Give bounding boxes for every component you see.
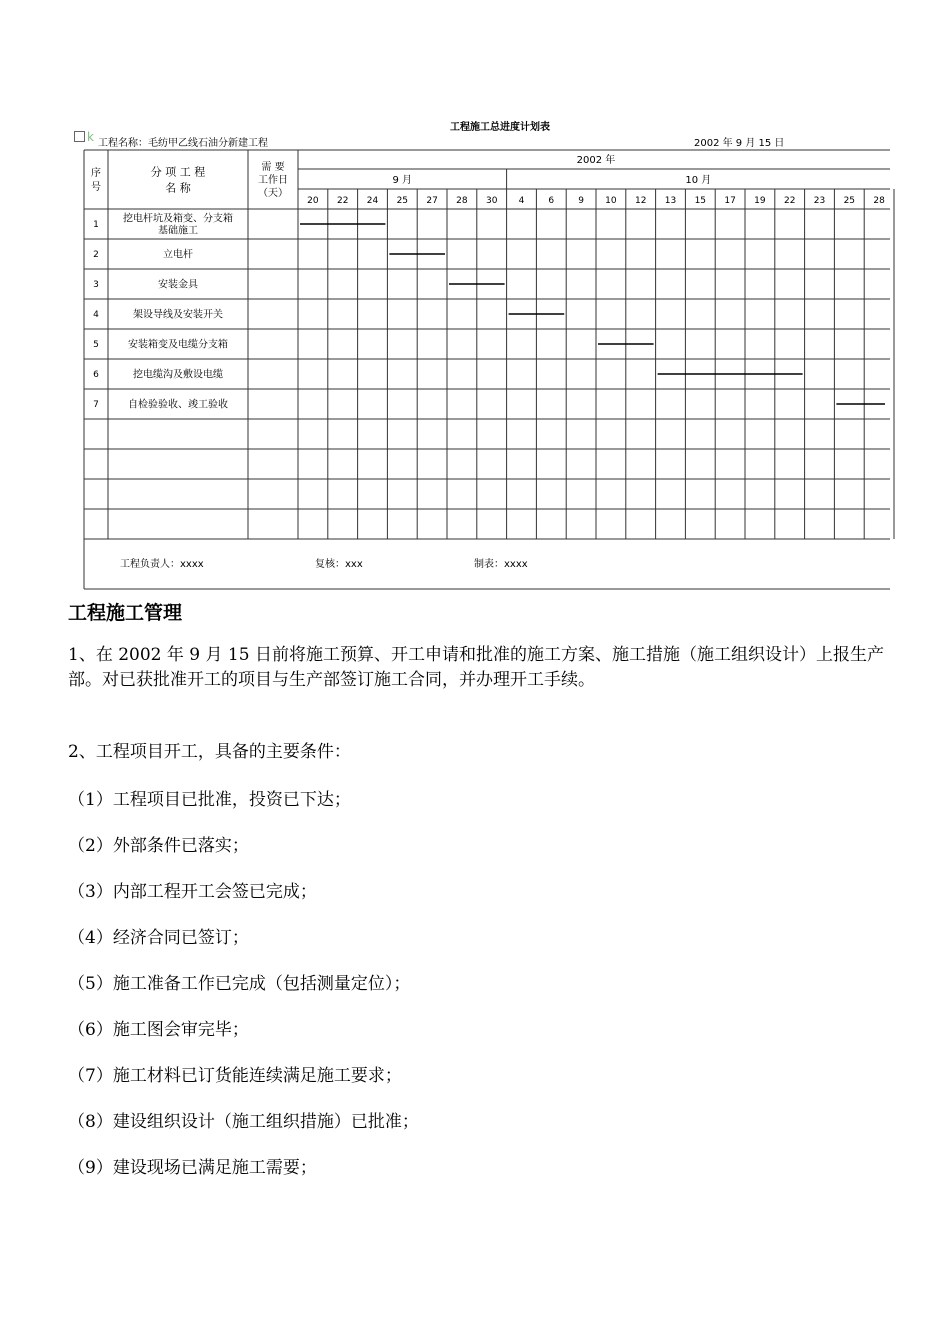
condition-item: （8）建设组织设计（施工组织措施）已批准；: [68, 1112, 419, 1132]
logo-icon: k: [74, 130, 94, 144]
schedule-gantt-table: [0, 0, 950, 600]
task-name-6-line-0: 挖电缆沟及敷设电缆: [133, 369, 223, 381]
task-name-1-line-0: 挖电杆坑及箱变、分支箱: [123, 213, 233, 225]
task-name-3-line-0: 安装金具: [158, 279, 198, 291]
day-label-12: 12: [634, 196, 647, 206]
condition-item: （3）内部工程开工会签已完成；: [68, 882, 317, 902]
day-label-20: 20: [307, 196, 319, 206]
day-label-25: 25: [396, 196, 409, 206]
task-name-7-line-0: 自检验验收、竣工验收: [128, 399, 228, 411]
section-title: 工程施工管理: [68, 602, 183, 624]
task-no-2: 2: [93, 250, 99, 260]
condition-item: （6）施工图会审完毕；: [68, 1020, 249, 1040]
month-label-1: 10 月: [685, 175, 712, 186]
day-label-9: 9: [578, 196, 584, 206]
header-days-line-1: 工作日: [258, 175, 288, 186]
project-name: 工程名称：毛纺甲乙线石油分新建工程: [98, 138, 268, 149]
day-label-22: 22: [336, 196, 349, 206]
task-name-4-line-0: 架设导线及安装开关: [133, 309, 223, 321]
day-label-4: 4: [518, 196, 525, 206]
condition-item: （4）经济合同已签订；: [68, 928, 249, 948]
day-label-28: 28: [456, 196, 468, 206]
project-date: 2002 年 9 月 15 日: [694, 138, 785, 149]
header-item-line-1: 名 称: [165, 181, 191, 195]
day-label-19: 19: [754, 196, 766, 206]
footer-maker: 制表：xxxx: [474, 559, 528, 570]
day-label-13: 13: [664, 196, 677, 206]
task-no-1: 1: [93, 220, 99, 230]
day-label-17: 17: [724, 196, 736, 206]
header-days-line-2: （天）: [258, 188, 288, 199]
paragraph-2: 2、工程项目开工，具备的主要条件：: [68, 742, 351, 762]
day-label-10: 10: [605, 196, 617, 206]
header-seq-line-0: 序: [91, 168, 101, 179]
day-label-22: 22: [783, 196, 796, 206]
day-label-27: 27: [426, 196, 438, 206]
task-no-4: 4: [93, 310, 99, 320]
header-item-line-0: 分 项 工 程: [150, 165, 206, 179]
condition-item: （1）工程项目已批准，投资已下达；: [68, 790, 351, 810]
header-seq-line-1: 号: [91, 182, 101, 193]
table-title: 工程施工总进度计划表: [450, 122, 550, 133]
task-no-3: 3: [93, 280, 99, 290]
day-label-30: 30: [485, 196, 498, 206]
condition-item: （5）施工准备工作已完成（包括测量定位）；: [68, 974, 411, 994]
footer-leader: 工程负责人：xxxx: [120, 559, 204, 570]
day-label-6: 6: [548, 196, 555, 206]
header-days-line-0: 需 要: [261, 162, 285, 173]
task-name-1-line-1: 基础施工: [158, 225, 198, 237]
task-name-2-line-0: 立电杆: [163, 249, 193, 261]
day-label-15: 15: [694, 196, 707, 206]
paragraph-1: 1、在 2002 年 9 月 15 日前将施工预算、开工申请和批准的施工方案、施工措施（施工组织设计）上报生产部。对已获批准开工的项目与生产部签订施工合同，并办理开工手续。: [68, 645, 884, 690]
task-no-7: 7: [93, 400, 99, 410]
task-name-5-line-0: 安装箱变及电缆分支箱: [128, 339, 228, 351]
day-label-24: 24: [366, 196, 379, 206]
day-label-23: 23: [813, 196, 826, 206]
task-no-6: 6: [93, 370, 99, 380]
day-label-25: 25: [843, 196, 856, 206]
header-year: 2002 年: [576, 155, 616, 166]
month-label-0: 9 月: [392, 175, 413, 186]
day-label-28: 28: [873, 196, 885, 206]
footer-reviewer: 复核：xxx: [315, 559, 363, 570]
condition-item: （9）建设现场已满足施工需要；: [68, 1158, 317, 1178]
task-no-5: 5: [93, 340, 99, 350]
condition-item: （7）施工材料已订货能连续满足施工要求；: [68, 1066, 402, 1086]
condition-item: （2）外部条件已落实；: [68, 836, 249, 856]
